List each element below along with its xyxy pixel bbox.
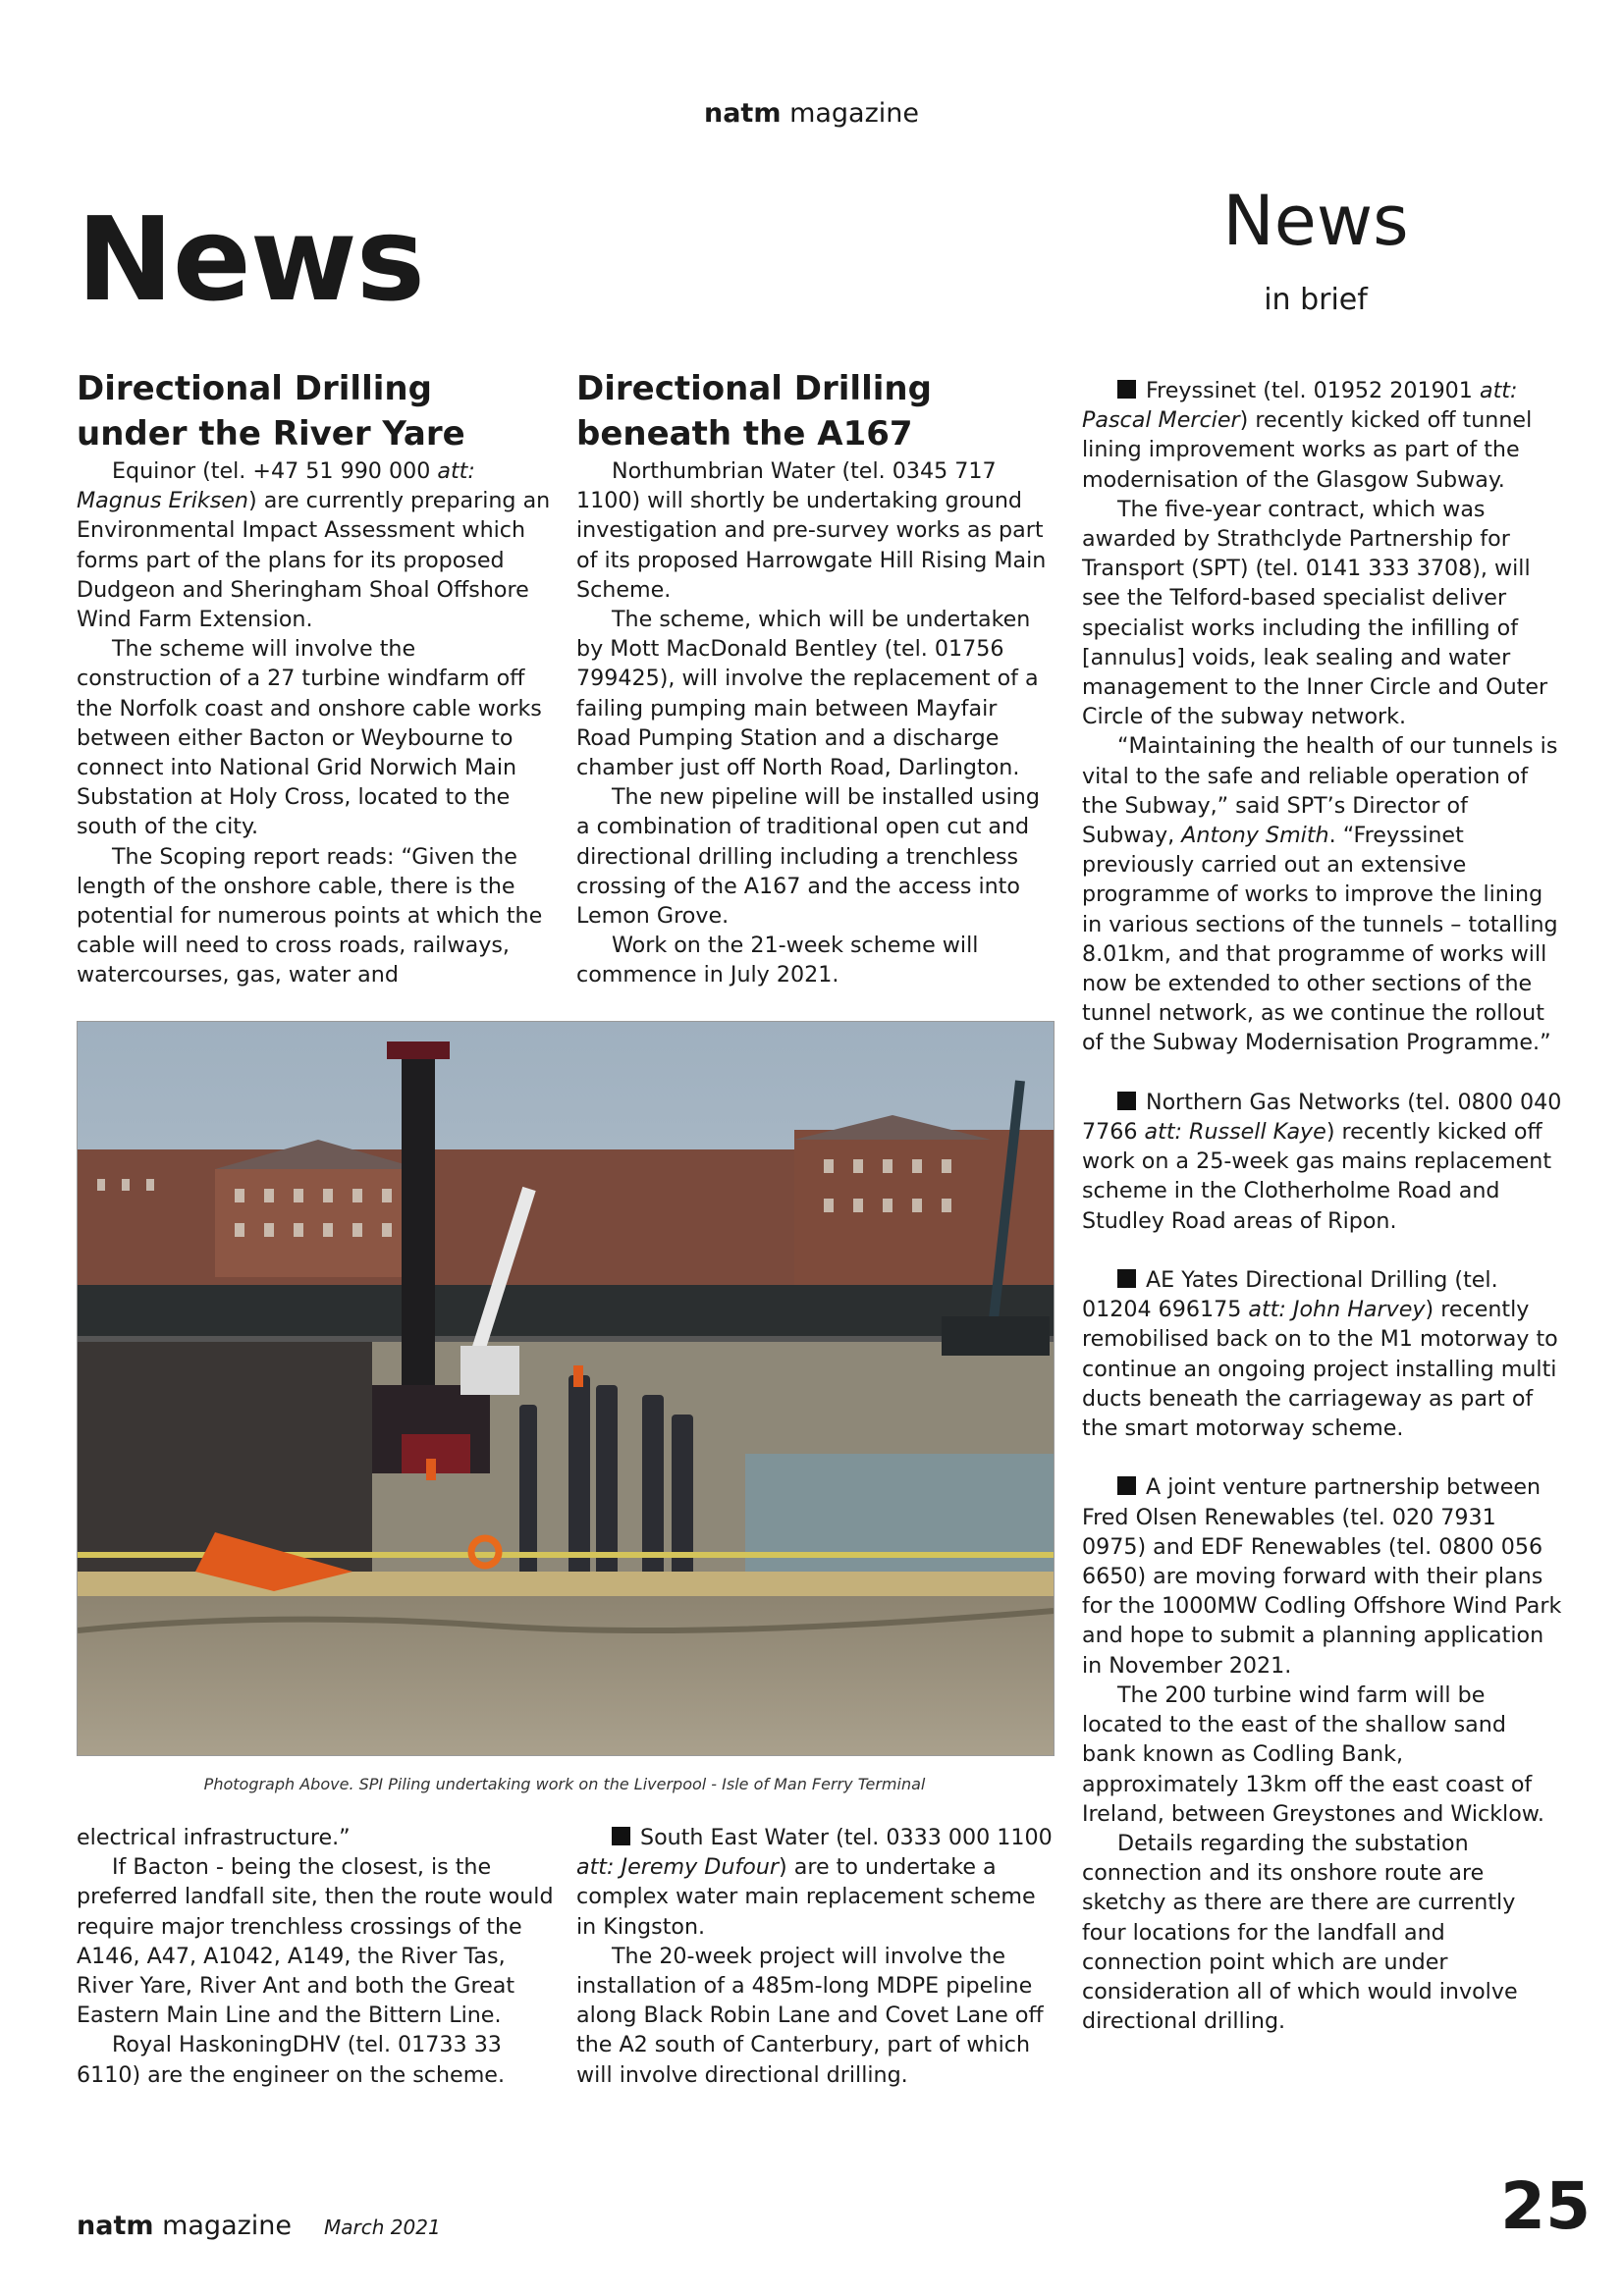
article-a167 bbox=[576, 366, 1053, 990]
article-heading bbox=[77, 366, 558, 456]
construction-photo bbox=[77, 1021, 1055, 1756]
footer-date: March 2021 bbox=[324, 2216, 441, 2239]
paragraph: Freyssinet (tel. 01952 201901 att: Pascal Mercier) recently kicked off tunnel lining improvement works as part of the modernisation of the Glasgow Subway. bbox=[1082, 378, 1533, 493]
paragraph: The 20-week project will involve the installation of a 485m-long MDPE pipeline along Black Robin Lane and Covet Lane off the A2 south of Canterbury, part of which will involve directional drilling. bbox=[576, 1943, 1044, 2088]
heading-line: under the River Yare bbox=[77, 414, 465, 454]
article-south-east-water bbox=[576, 1823, 1053, 2090]
paragraph: Equinor (tel. +47 51 990 000 att: Magnus Eriksen) are currently preparing an Environmental Impact Assessment which forms part of the plans for its proposed Dudgeon and Sheringham Shoal Offshore Wind Farm Extension. bbox=[77, 458, 551, 633]
brief-title: News bbox=[1222, 181, 1409, 261]
paragraph: Royal HaskoningDHV (tel. 01733 33 6110) are the engineer on the scheme. bbox=[77, 2032, 506, 2088]
footer-brand-word: magazine bbox=[162, 2211, 293, 2241]
paragraph: South East Water (tel. 0333 000 1100 att: Jeremy Dufour) are to undertake a complex water main replacement scheme in Kingston. bbox=[576, 1825, 1053, 1940]
article-river-yare bbox=[77, 366, 558, 990]
paragraph: The five-year contract, which was awarded by Strathclyde Partnership for Transport (SPT) (tel. 0141 333 3708), will see the Telford-based specialist deliver specialist works including the infilling of [annulus] voids, leak sealing and water management to the Inner Circle and Outer Circle of the subway network. bbox=[1082, 496, 1548, 730]
paragraph: Northern Gas Networks (tel. 0800 040 7766 att: Russell Kaye) recently kicked off work on a 25-week gas mains replacement scheme in the Clotherholme Road and Studley Road areas of Ripon. bbox=[1082, 1089, 1562, 1234]
page-title: News bbox=[77, 191, 425, 327]
paragraph: AE Yates Directional Drilling (tel. 01204 696175 att: John Harvey) recently remobilised back on to the M1 motorway to continue an ongoing project installing multi ducts beneath the carriageway as part of the smart motorway scheme. bbox=[1082, 1267, 1558, 1442]
masthead-word: magazine bbox=[789, 98, 919, 129]
article-body bbox=[576, 456, 1053, 990]
heading-line: Directional Drilling bbox=[77, 369, 432, 408]
masthead-brand: natm bbox=[703, 98, 782, 129]
bullet-square-icon bbox=[1117, 1476, 1136, 1495]
news-in-brief-column bbox=[1082, 376, 1563, 2036]
photo-caption: Photograph Above. SPI Piling undertaking work on the Liverpool - Isle of Man Ferry Terminal bbox=[203, 1775, 926, 1793]
paragraph: If Bacton - being the closest, is the preferred landfall site, then the route would require major trenchless crossings of the A146, A47, A1042, A149, the River Tas, River Yare, River Ant and both the Great Eastern Main Line and the Bittern Line. bbox=[77, 1854, 554, 2029]
bullet-square-icon bbox=[1117, 380, 1136, 399]
paragraph: The new pipeline will be installed using a combination of traditional open cut and directional drilling including a trenchless crossing of the A167 and the access into Lemon Grove. bbox=[576, 784, 1040, 930]
paragraph: electrical infrastructure.” bbox=[77, 1825, 351, 1850]
heading-line: beneath the A167 bbox=[576, 414, 913, 454]
masthead bbox=[0, 98, 1623, 129]
paragraph: The Scoping report reads: “Given the length of the onshore cable, there is the potential for numerous points at which the cable will need to cross roads, railways, watercourses, gas, water and bbox=[77, 843, 543, 988]
paragraph: The scheme will involve the construction of a 27 turbine windfarm off the Norfolk coast and onshore cable works between either Bacton or Weybourne to connect into National Grid Norwich Main Substation at Holy Cross, located to the south of the city. bbox=[77, 636, 542, 840]
paragraph: A joint venture partnership between Fred Olsen Renewables (tel. 020 7931 0975) and EDF Renewables (tel. 0800 056 6650) are moving forward with their plans for the 1000MW Codling Offshore Wind Park and hope to submit a planning application in November 2021. bbox=[1082, 1474, 1562, 1679]
page-number: 25 bbox=[1500, 2168, 1591, 2244]
paragraph: Work on the 21-week scheme will commence in July 2021. bbox=[576, 933, 979, 988]
bullet-square-icon bbox=[612, 1827, 630, 1845]
article-body bbox=[77, 456, 558, 990]
brief-subtitle: in brief bbox=[1264, 283, 1368, 317]
paragraph: The 200 turbine wind farm will be located to the east of the shallow sand bank known as Codling Bank, approximately 13km off the east coast of Ireland, between Greystones and Wicklow. bbox=[1082, 1682, 1544, 1827]
paragraph: The scheme, which will be undertaken by Mott MacDonald Bentley (tel. 01756 799425), will involve the replacement of a failing pumping main between Mayfair Road Pumping Station and a discharge chamber just off North Road, Darlington. bbox=[576, 607, 1039, 781]
bullet-square-icon bbox=[1117, 1092, 1136, 1110]
paragraph: Northumbrian Water (tel. 0345 717 1100) will shortly be undertaking ground investigation and pre-survey works as part of its proposed Harrowgate Hill Rising Main Scheme. bbox=[576, 458, 1047, 603]
paragraph: Details regarding the substation connection and its onshore route are sketchy as there are there are currently four locations for the landfall and connection point which are under consideration all of which would involve directional drilling. bbox=[1082, 1830, 1518, 2035]
paragraph: “Maintaining the health of our tunnels is vital to the safe and reliable operation of the Subway,” said SPT’s Director of Subway, Antony Smith. “Freyssinet previously carried out an extensive programme of works to improve the lining in various sections of the tunnels – totalling 8.01km, and that programme of works will now be extended to other sections of the tunnel network, as we continue the rollout of the Subway Modernisation Programme.” bbox=[1082, 733, 1558, 1056]
heading-line: Directional Drilling bbox=[576, 369, 932, 408]
article-heading bbox=[576, 366, 1053, 456]
bullet-square-icon bbox=[1117, 1269, 1136, 1288]
article-river-yare-continued bbox=[77, 1823, 558, 2090]
footer-brand-name: natm bbox=[77, 2211, 154, 2241]
footer-brand bbox=[77, 2211, 292, 2241]
